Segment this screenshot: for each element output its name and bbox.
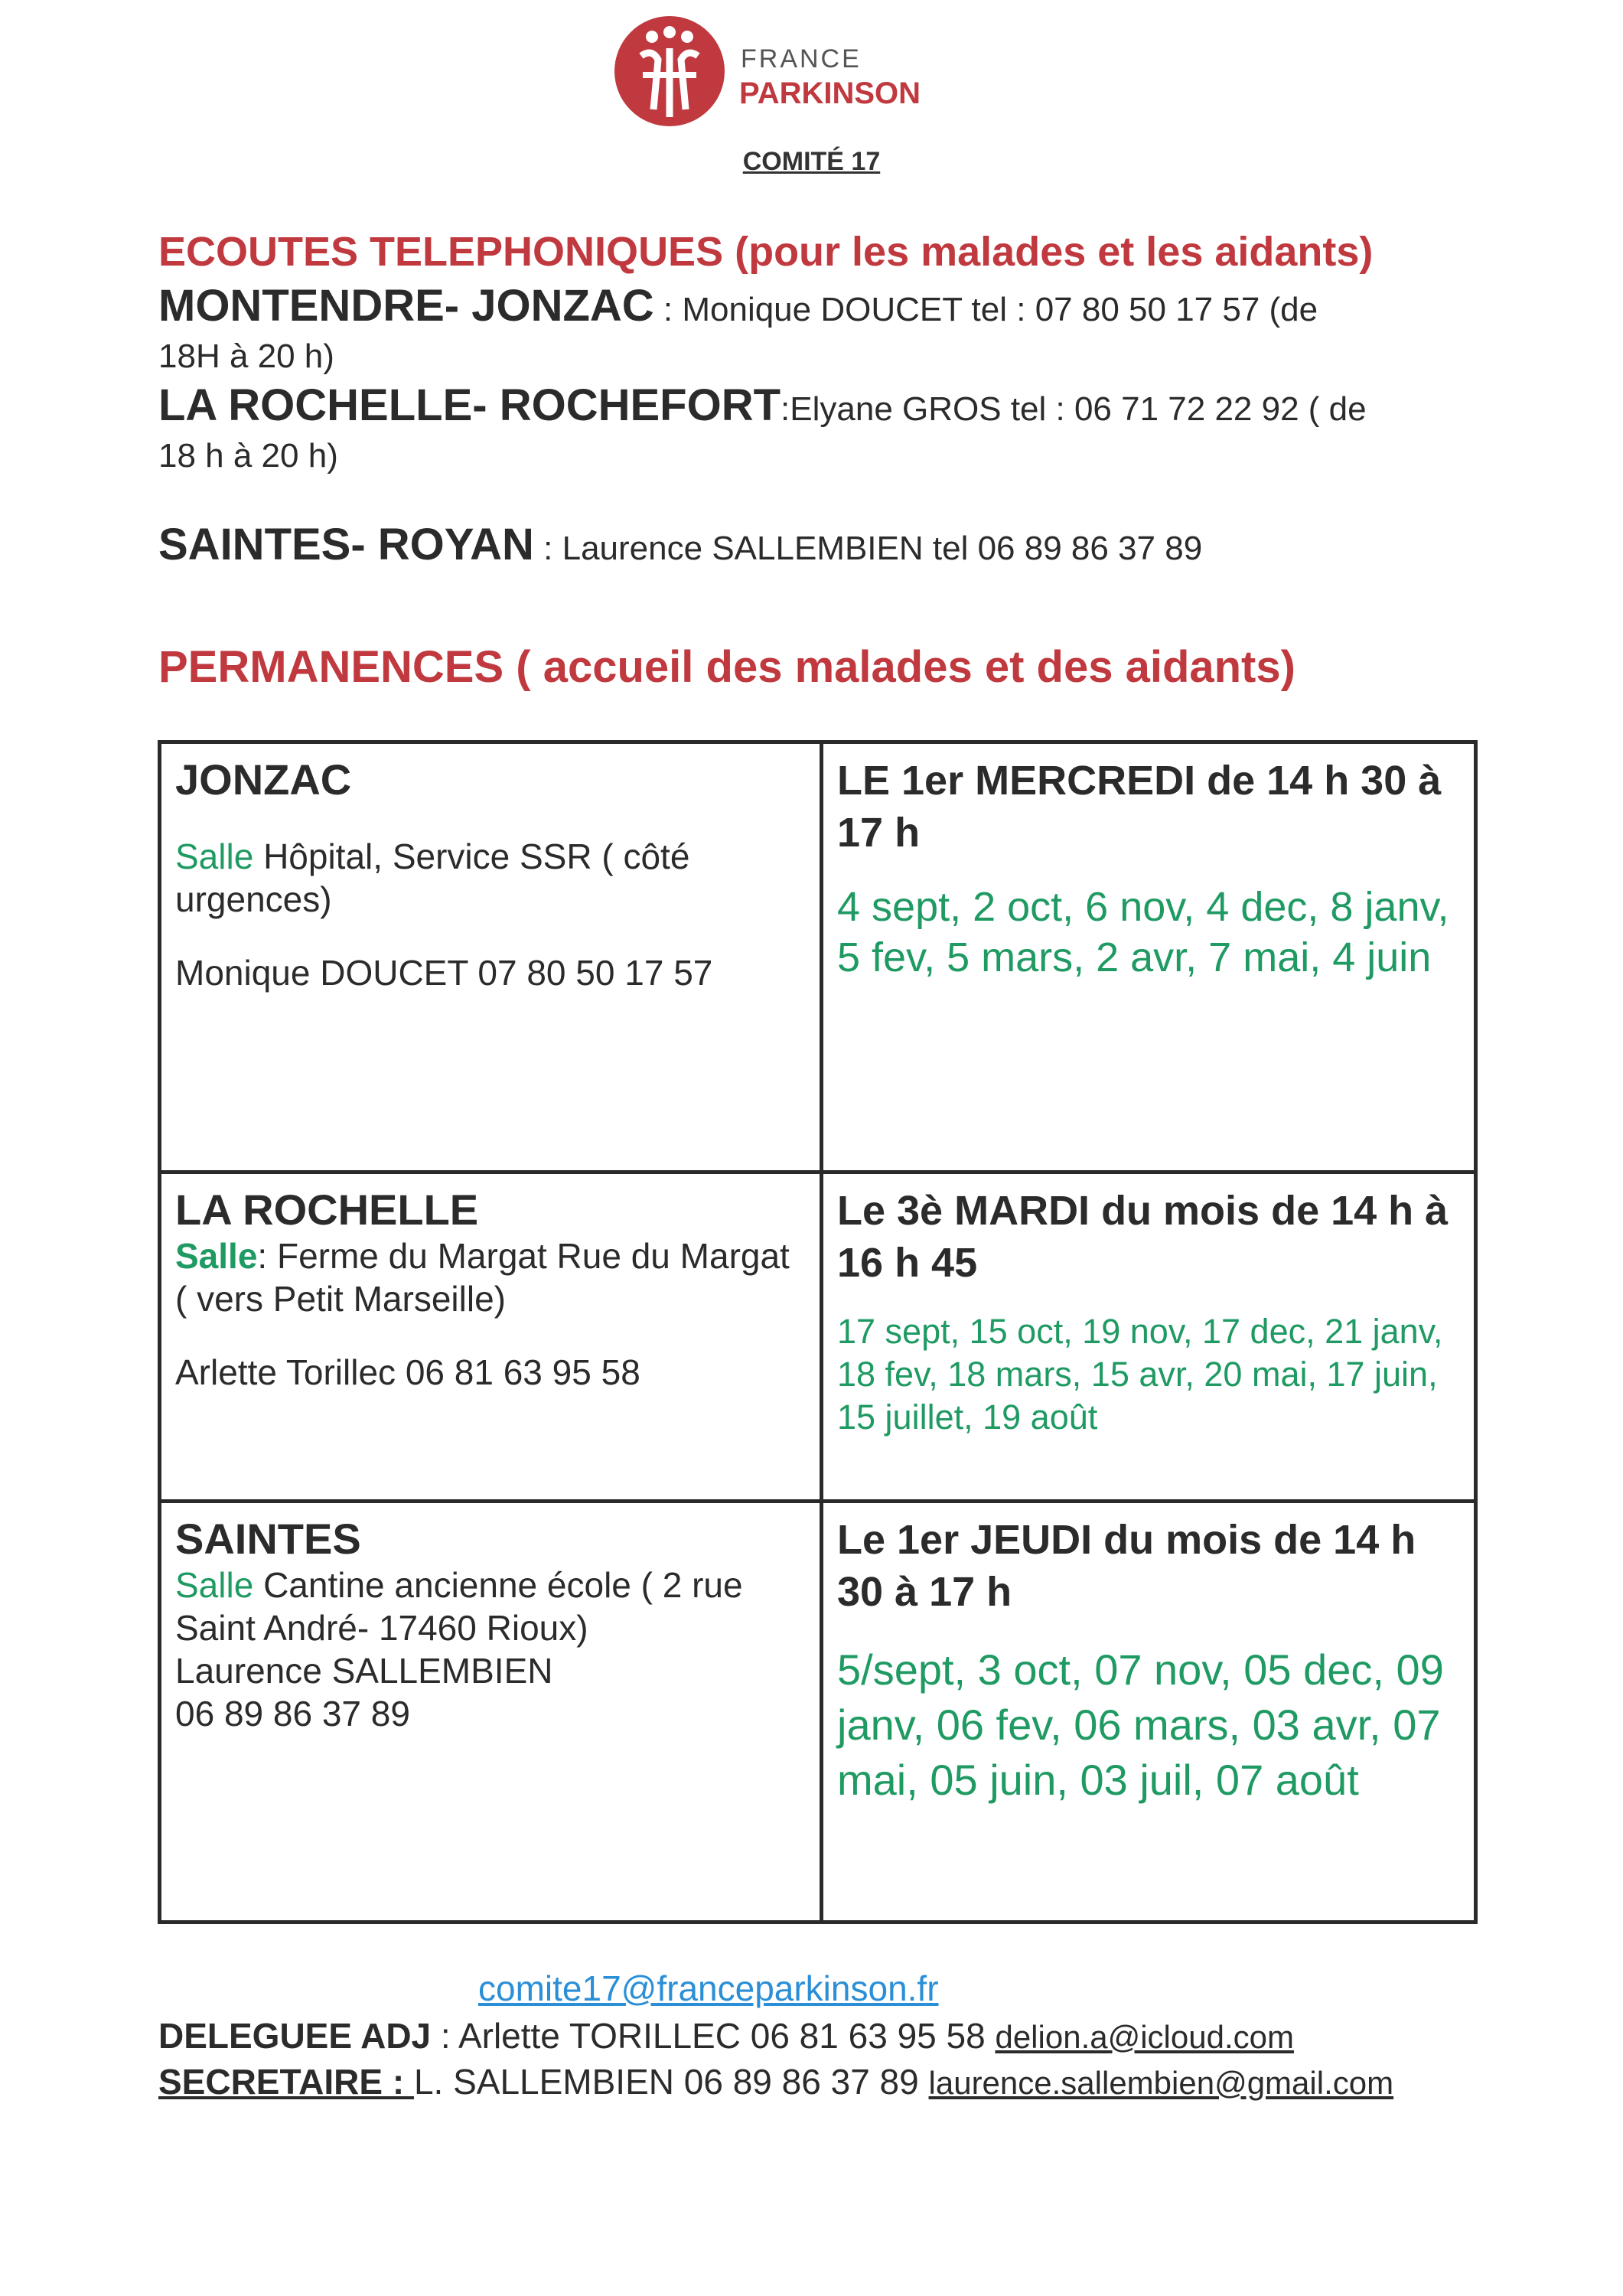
delegue-line [158, 2013, 1294, 2060]
salle-info [175, 1234, 806, 1320]
contact: Arlette Torillec 06 81 63 95 58 [175, 1352, 640, 1392]
ecoute-contact: : Laurence SALLEMBIEN tel 06 89 86 37 89 [533, 530, 1203, 567]
secretaire-line [158, 2059, 1393, 2106]
place-name: JONZAC [175, 755, 352, 804]
contact: Laurence SALLEMBIEN [175, 1651, 553, 1691]
place-cell [160, 742, 822, 1172]
ecoute-contact: :Elyane GROS tel : 06 71 72 22 92 ( de [781, 390, 1367, 428]
table-row [160, 1502, 1476, 1923]
comite-email-link[interactable]: comite17@franceparkinson.fr [478, 1968, 939, 2008]
dates: 17 sept, 15 oct, 19 nov, 17 dec, 21 janv, 18 fev, 18 mars, 15 avr, 20 mai, 17 juin, 15 juillet, 19 août [837, 1312, 1443, 1437]
place-cell [160, 1502, 822, 1923]
salle-label: Salle [175, 1565, 254, 1605]
schedule-cell [822, 742, 1476, 1172]
delegue-email-link[interactable]: delion.a@icloud.com [995, 2019, 1294, 2055]
comite-heading: COMITÉ 17 [742, 147, 881, 176]
secretaire-email-link[interactable]: laurence.sallembien@gmail.com [928, 2065, 1394, 2101]
place-name: LA ROCHELLE [175, 1186, 479, 1234]
france-parkinson-logo [612, 14, 964, 129]
salle-text: Hôpital, Service SSR ( côté urgences) [175, 837, 690, 919]
permanences-title: PERMANENCES ( accueil des malades et des aidants) [158, 642, 1295, 692]
ecoutes-title: ECOUTES TELEPHONIQUES (pour les malades et les aidants) [158, 229, 1374, 275]
schedule: LE 1er MERCREDI de 14 h 30 à 17 h [837, 758, 1442, 856]
salle-text: : Ferme du Margat Rue du Margat ( vers Petit Marseille) [175, 1236, 790, 1319]
ecoute-contact: : Monique DOUCET tel : 07 80 50 17 57 (de [653, 291, 1318, 328]
schedule: Le 1er JEUDI du mois de 14 h 30 à 17 h [837, 1517, 1416, 1615]
table-row [160, 1172, 1476, 1502]
logo-text-parkinson: PARKINSON [739, 77, 921, 110]
salle-label: Salle [175, 837, 254, 876]
ecoute-entry-montendre [158, 281, 1318, 331]
ecoute-place: LA ROCHELLE- ROCHEFORT [158, 380, 781, 430]
place-cell [160, 1172, 822, 1502]
secretaire-text: L. SALLEMBIEN 06 89 86 37 89 [413, 2062, 929, 2102]
ecoute-entry-saintes [158, 520, 1203, 570]
schedule-cell [822, 1502, 1476, 1923]
contact-phone: 06 89 86 37 89 [175, 1694, 410, 1733]
salle-info [175, 835, 806, 921]
ecoute-entry-larochelle [158, 380, 1367, 431]
place-name: SAINTES [175, 1515, 361, 1563]
delegue-label: DELEGUEE ADJ [158, 2016, 432, 2056]
schedule: Le 3è MARDI du mois de 14 h à 16 h 45 [837, 1188, 1449, 1286]
table-row [160, 742, 1476, 1172]
schedule-cell [822, 1172, 1476, 1502]
ecoute-hours: 18H à 20 h) [158, 338, 334, 375]
salle-info [175, 1564, 806, 1649]
salle-text: Cantine ancienne école ( 2 rue Saint André- 17460 Rioux) [175, 1565, 743, 1648]
logo-figures-icon [612, 14, 727, 129]
secretaire-label: SECRETAIRE : [158, 2062, 414, 2102]
ecoute-place: SAINTES- ROYAN [158, 520, 534, 569]
ecoute-hours: 18 h à 20 h) [158, 437, 338, 475]
delegue-text: : Arlette TORILLEC 06 81 63 95 58 [431, 2016, 996, 2056]
logo-text-france: FRANCE [741, 44, 862, 73]
dates: 5/sept, 3 oct, 07 nov, 05 dec, 09 janv, 06 fev, 06 mars, 03 avr, 07 mai, 05 juin, 03 juil, 07 août [837, 1645, 1444, 1804]
dates: 4 sept, 2 oct, 6 nov, 4 dec, 8 janv, 5 fev, 5 mars, 2 avr, 7 mai, 4 juin [837, 884, 1449, 980]
permanences-table [158, 740, 1478, 1924]
salle-label: Salle [175, 1236, 258, 1276]
ecoute-place: MONTENDRE- JONZAC [158, 281, 654, 331]
contact: Monique DOUCET 07 80 50 17 57 [175, 953, 713, 993]
